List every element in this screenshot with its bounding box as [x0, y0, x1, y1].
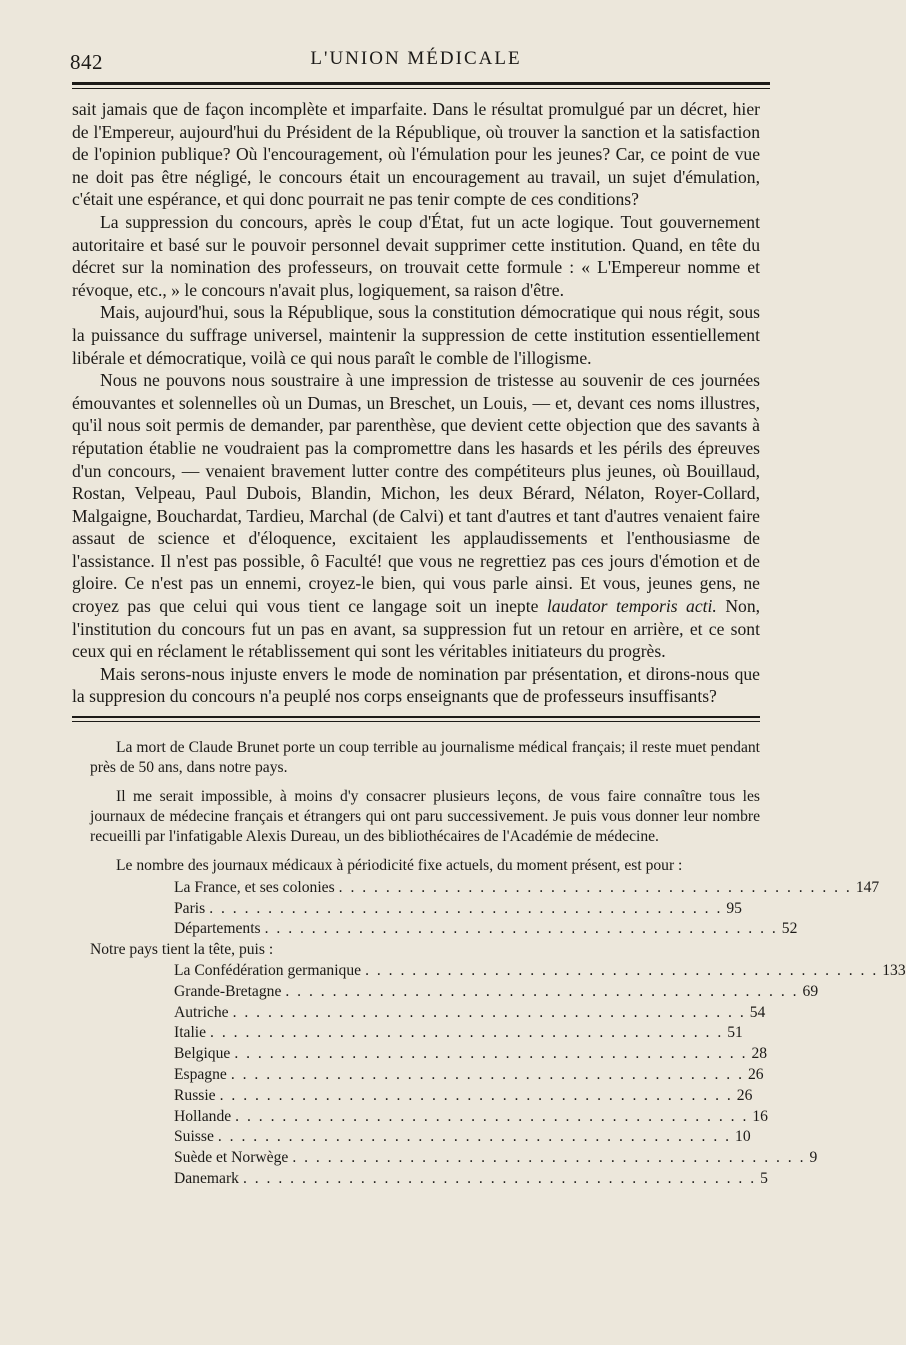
leader-dots: . . . . . . . . . . . . . . . . . . . . . . . . . . . . . . . . . . . . . . . . . . . .	[285, 982, 799, 1000]
leader-dots: . . . . . . . . . . . . . . . . . . . . . . . . . . . . . . . . . . . . . . . . . . . .	[242, 1169, 757, 1187]
leader-dots: . . . . . . . . . . . . . . . . . . . . . . . . . . . . . . . . . . . . . . . . . . . .	[365, 962, 879, 979]
stat-row-country	[90, 1127, 751, 1148]
stat-label: Italie	[174, 1024, 207, 1042]
stat-label: Autriche	[174, 1003, 229, 1021]
leader-dots: . . . . . . . . . . . . . . . . . . . . . . . . . . . . . . . . . . . . . . . . . . . .	[292, 1149, 806, 1167]
stat-value: 133	[882, 962, 906, 979]
page-header	[72, 40, 760, 80]
stat-value: 9	[809, 1149, 818, 1167]
stat-label: Danemark	[174, 1169, 239, 1187]
stat-row-departements	[90, 919, 798, 940]
stat-label: La France, et ses colonies	[174, 878, 335, 896]
stat-value: 5	[760, 1169, 768, 1187]
stat-value: 28	[751, 1045, 768, 1063]
running-title: L'UNION MÉDICALE	[310, 48, 522, 69]
page-number: 842	[70, 50, 103, 74]
leader-dots: . . . . . . . . . . . . . . . . . . . . . . . . . . . . . . . . . . . . . . . . . . . .	[219, 1086, 733, 1104]
stat-value: 26	[748, 1065, 764, 1083]
leader-dots: . . . . . . . . . . . . . . . . . . . . . . . . . . . . . . . . . . . . . . . . . . . .	[232, 1003, 746, 1021]
stat-value: 10	[735, 1128, 751, 1146]
stat-row-country	[90, 1065, 764, 1086]
leader-dots: . . . . . . . . . . . . . . . . . . . . . . . . . . . . . . . . . . . . . . . . . . . .	[234, 1045, 748, 1063]
paragraph-5: Mais serons-nous injuste envers le mode de nomination par présentation, et dirons-nous que la suppresion du concours n'a peuplé nos corps enseignants que de professeurs insuffisants?	[72, 663, 760, 707]
paragraph-2: La suppression du concours, après le coup d'État, fut un acte logique. Tout gouvernement autoritaire et basé sur le pouvoir personnel devait supprimer cette institution. Quand, en tête du décret sur la nomination des professeurs, on trouvait cette formule : « L'Empereur nomme et révoque, etc., » le concours n'avait plus, logiquement, sa raison d'être.	[72, 211, 760, 300]
stat-row-country	[90, 1086, 753, 1107]
paragraph-4	[72, 369, 760, 663]
feuilleton-paragraph-3: Le nombre des journaux médicaux à périodicité fixe actuels, du moment présent, est pour :	[116, 856, 683, 874]
stat-row-country	[90, 1003, 766, 1024]
feuilleton	[72, 738, 906, 1190]
latin-quote: laudator temporis acti.	[546, 596, 717, 617]
stat-label: Départements	[174, 920, 261, 938]
paragraph-4-text-a: Nous ne pouvons nous soustraire à une impression de tristesse au souvenir de ces journées émouvantes et solennelles où un Dumas, un Breschet, un Louis, — et, devant ces noms illustres, qu'il nous soit permis de demander, par parenthèse, que devient cette objection que des savants à réputation établie ne voudraient pas la compromettre dans les hasards et les périls des épreuves d'un concours, — venaient bravement lutter contre des compétiteurs plus jeunes, où Bouillaud, Rostan, Velpeau, Paul Dubois, Blandin, Michon, les deux Bérard, Nélaton, Royer-Collard, Malgaigne, Bouchardat, Tardieu, Marchal (de Calvi) et tant d'autres et tant d'autres venaient faire assaut de science et d'éloquence, excitaient les applaudissements et l'enthousiasme de l'assistance. Il n'est pas possible, ô Faculté! que vous ne regrettiez pas ces jours d'émotion et de gloire. Ce n'est pas un ennemi, croyez-le bien, qui vous parle ainsi. Et vous, jeunes gens, ne croyez pas que celui qui vous tient ce langage soit un inepte	[72, 370, 760, 617]
stat-row-country	[90, 1107, 768, 1128]
stat-row-country	[90, 961, 906, 982]
feuilleton-paragraph-2: Il me serait impossible, à moins d'y consacrer plusieurs leçons, de vous faire connaître tous les journaux de médecine français et étrangers qui ont paru successivement. Je puis vous donner leur nombre recueilli par l'infatigable Alexis Dureau, un des bibliothécaires de l'Académie de médecine.	[90, 787, 760, 846]
leader-dots: . . . . . . . . . . . . . . . . . . . . . . . . . . . . . . . . . . . . . . . . . . . .	[338, 878, 852, 896]
stat-value: 26	[736, 1086, 753, 1104]
leader-dots: . . . . . . . . . . . . . . . . . . . . . . . . . . . . . . . . . . . . . . . . . . . .	[210, 1024, 724, 1042]
stat-row-country	[90, 1023, 743, 1044]
stat-label: La Confédération germanique	[174, 962, 362, 979]
stat-row-country	[90, 1148, 818, 1169]
stat-label: Suisse	[174, 1128, 214, 1146]
stat-label: Hollande	[174, 1107, 232, 1125]
paragraph-4-text-b: Non, l'institution du concours fut un pas en avant, sa suppression fut un retour en arrière, et ce sont ceux qui en réclament le rétablissement qui sont les véritables initiateurs du progrès.	[72, 596, 761, 662]
stat-value: 52	[781, 920, 798, 938]
leader-dots: . . . . . . . . . . . . . . . . . . . . . . . . . . . . . . . . . . . . . . . . . . . .	[230, 1065, 744, 1083]
leader-dots: . . . . . . . . . . . . . . . . . . . . . . . . . . . . . . . . . . . . . . . . . . . .	[209, 899, 723, 917]
article-body	[72, 98, 760, 708]
journal-statistics	[90, 878, 906, 1190]
stat-row-country	[90, 1169, 768, 1190]
stat-value: 16	[752, 1107, 768, 1125]
paragraph-3: Mais, aujourd'hui, sous la République, sous la constitution démocratique qui nous régit, sous la puissance du suffrage universel, maintenir la suppression de cette institution essentiellement libérale et démocratique, voilà ce qui nous paraît le comble de l'illogisme.	[72, 302, 760, 368]
countries-list	[90, 961, 906, 1190]
stat-value: 69	[802, 982, 819, 1000]
leader-dots: . . . . . . . . . . . . . . . . . . . . . . . . . . . . . . . . . . . . . . . . . . . .	[235, 1107, 749, 1125]
stat-label: Suède et Norwège	[174, 1149, 289, 1167]
stat-row-country	[90, 1044, 768, 1065]
header-rule	[72, 82, 770, 85]
stat-label: Espagne	[174, 1065, 227, 1083]
stat-row-paris	[90, 899, 742, 920]
stat-value: 54	[749, 1003, 766, 1021]
stat-label: Belgique	[174, 1045, 231, 1063]
stat-value: 51	[727, 1024, 743, 1042]
header-rule-thin	[72, 88, 770, 89]
stat-label: Russie	[174, 1086, 216, 1104]
notre-pays-heading: Notre pays tient la tête, puis :	[90, 941, 274, 959]
stat-row-france	[90, 878, 880, 899]
stat-row-country	[90, 982, 819, 1003]
stat-label: Grande-Bretagne	[174, 982, 282, 1000]
leader-dots: . . . . . . . . . . . . . . . . . . . . . . . . . . . . . . . . . . . . . . . . . . . .	[217, 1128, 732, 1146]
leader-dots: . . . . . . . . . . . . . . . . . . . . . . . . . . . . . . . . . . . . . . . . . . . .	[264, 920, 778, 938]
stat-value: 95	[726, 899, 742, 917]
stat-label: Paris	[174, 899, 206, 917]
feuilleton-rule	[72, 716, 760, 718]
paragraph-1: sait jamais que de façon incomplète et imparfaite. Dans le résultat promulgué par un décret, hier de l'Empereur, aujourd'hui du Président de la République, où trouver la sanction et la satisfaction de l'opinion publique? Où l'encouragement, où l'émulation pour les jeunes? Car, ce point de vue ne doit pas être négligé, le concours était un encouragement au travail, un sujet d'émulation, c'était une espérance, et qui donc pourrait ne pas tenir compte de ces conditions?	[72, 99, 760, 210]
feuilleton-rule-thin	[72, 721, 760, 722]
feuilleton-paragraph-1: La mort de Claude Brunet porte un coup terrible au journalisme médical français; il reste muet pendant près de 50 ans, dans notre pays.	[90, 739, 760, 777]
stat-value: 147	[855, 878, 880, 896]
